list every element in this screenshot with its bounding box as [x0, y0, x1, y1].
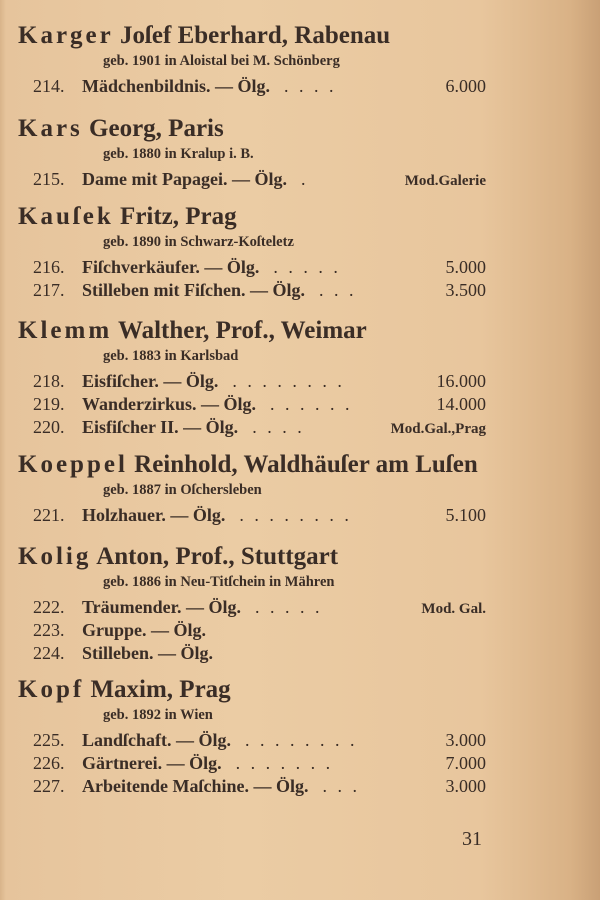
artwork-row	[33, 168, 486, 190]
leader-dots: . . . .	[284, 76, 337, 96]
artist-details: Maxim, Prag	[90, 676, 231, 703]
leader-dots: . . .	[322, 776, 360, 796]
artwork-row	[33, 775, 486, 797]
artwork-row	[33, 370, 486, 392]
artwork-title: Mädchenbildnis. — Ölg.	[82, 76, 271, 96]
artwork-title: Fiſchverkäufer. — Ölg.	[82, 257, 260, 277]
artwork-title: Holzhauer. — Ölg.	[82, 505, 226, 525]
catalog-number: 217.	[33, 280, 65, 300]
artwork-title: Stilleben. — Ölg.	[82, 643, 214, 663]
artwork-row	[33, 596, 486, 618]
catalog-number: 226.	[33, 753, 65, 773]
artist-details: Georg, Paris	[89, 115, 224, 142]
artwork-title: Gruppe. — Ölg.	[82, 620, 207, 640]
artwork-row	[33, 256, 486, 278]
artist-details: Fritz, Prag	[120, 203, 237, 230]
artwork-row	[33, 752, 486, 774]
artwork-title: Wanderzirkus. — Ölg.	[82, 394, 257, 414]
page-number: 31	[462, 828, 482, 850]
artist-surname: Karger	[18, 22, 114, 49]
catalog-number: 218.	[33, 371, 65, 391]
catalog-number: 216.	[33, 257, 65, 277]
artwork-title: Stilleben mit Fiſchen. — Ölg.	[82, 280, 305, 300]
catalog-number: 221.	[33, 505, 65, 525]
catalog-number: 225.	[33, 730, 65, 750]
leader-dots: . . . . . . . .	[239, 505, 352, 525]
page-edge	[0, 0, 6, 900]
artwork-row	[33, 393, 486, 415]
leader-dots: . . . . . . . .	[245, 730, 358, 750]
leader-dots: . . .	[319, 280, 357, 300]
price: 3.000	[445, 730, 486, 750]
artwork-row	[33, 504, 486, 526]
price: 5.100	[445, 505, 486, 525]
birth-info: geb. 1887 in Oſchersleben	[103, 482, 262, 498]
catalog-number: 222.	[33, 597, 65, 617]
artwork-title: Eisfiſcher. — Ölg.	[82, 371, 219, 391]
owner-location: Mod.Gal.,Prag	[390, 421, 486, 437]
birth-info: geb. 1880 in Kralup i. B.	[103, 146, 254, 162]
catalog-number: 219.	[33, 394, 65, 414]
catalog-number: 220.	[33, 417, 65, 437]
artwork-title: Eisfiſcher II. — Ölg.	[82, 417, 239, 437]
price: 3.500	[445, 280, 486, 300]
artist-surname: Kauſek	[18, 203, 114, 230]
price: 16.000	[436, 371, 486, 391]
price: 14.000	[436, 394, 486, 414]
artist-surname: Kopf	[18, 676, 85, 703]
artwork-row	[33, 619, 486, 641]
owner-location: Mod.Galerie	[404, 173, 486, 189]
price: 3.000	[445, 776, 486, 796]
catalog-number: 227.	[33, 776, 65, 796]
artwork-row	[33, 279, 486, 301]
artwork-title: Gärtnerei. — Ölg.	[82, 753, 222, 773]
artist-details: Anton, Prof., Stuttgart	[96, 543, 339, 570]
price: 7.000	[445, 753, 486, 773]
price: 6.000	[445, 76, 486, 96]
birth-info: geb. 1890 in Schwarz-Koſteletz	[103, 234, 294, 250]
artwork-title: Träumender. — Ölg.	[82, 597, 242, 617]
artwork-title: Dame mit Papagei. — Ölg.	[82, 169, 287, 189]
artist-name	[18, 676, 231, 704]
artist-details: Reinhold, Waldhäuſer am Luſen	[134, 451, 478, 478]
birth-info: geb. 1901 in Aloistal bei M. Schönberg	[103, 53, 340, 69]
price: 5.000	[445, 257, 486, 277]
artist-surname: Klemm	[18, 317, 113, 344]
birth-info: geb. 1886 in Neu-Titſchein in Mähren	[103, 574, 335, 590]
artist-name	[18, 317, 367, 345]
artist-name	[18, 543, 338, 571]
artwork-title: Arbeitende Maſchine. — Ölg.	[82, 776, 309, 796]
leader-dots: . . . . .	[255, 597, 323, 617]
catalog-number: 214.	[33, 76, 65, 96]
leader-dots: . . . . . . .	[235, 753, 334, 773]
artist-surname: Kolig	[18, 543, 92, 570]
owner-location: Mod. Gal.	[421, 601, 486, 617]
leader-dots: . . . .	[252, 417, 305, 437]
artwork-row	[33, 416, 486, 438]
leader-dots: .	[300, 169, 309, 189]
artist-name	[18, 451, 478, 479]
leader-dots: . . . . .	[273, 257, 341, 277]
artist-name	[18, 203, 237, 231]
catalog-number: 224.	[33, 643, 65, 663]
birth-info: geb. 1892 in Wien	[103, 707, 213, 723]
catalog-number: 223.	[33, 620, 65, 640]
artwork-row	[33, 75, 486, 97]
artist-surname: Koeppel	[18, 451, 128, 478]
artist-name	[18, 22, 390, 50]
artwork-row	[33, 729, 486, 751]
artist-name	[18, 115, 224, 143]
artwork-row	[33, 642, 486, 664]
artist-details: Joſef Eberhard, Rabenau	[119, 22, 391, 49]
artist-surname: Kars	[18, 115, 83, 142]
birth-info: geb. 1883 in Karlsbad	[103, 348, 239, 364]
artist-details: Walther, Prof., Weimar	[117, 317, 367, 344]
leader-dots: . . . . . .	[270, 394, 353, 414]
artwork-title: Landſchaft. — Ölg.	[82, 730, 232, 750]
leader-dots: . . . . . . . .	[232, 371, 345, 391]
catalog-number: 215.	[33, 169, 65, 189]
